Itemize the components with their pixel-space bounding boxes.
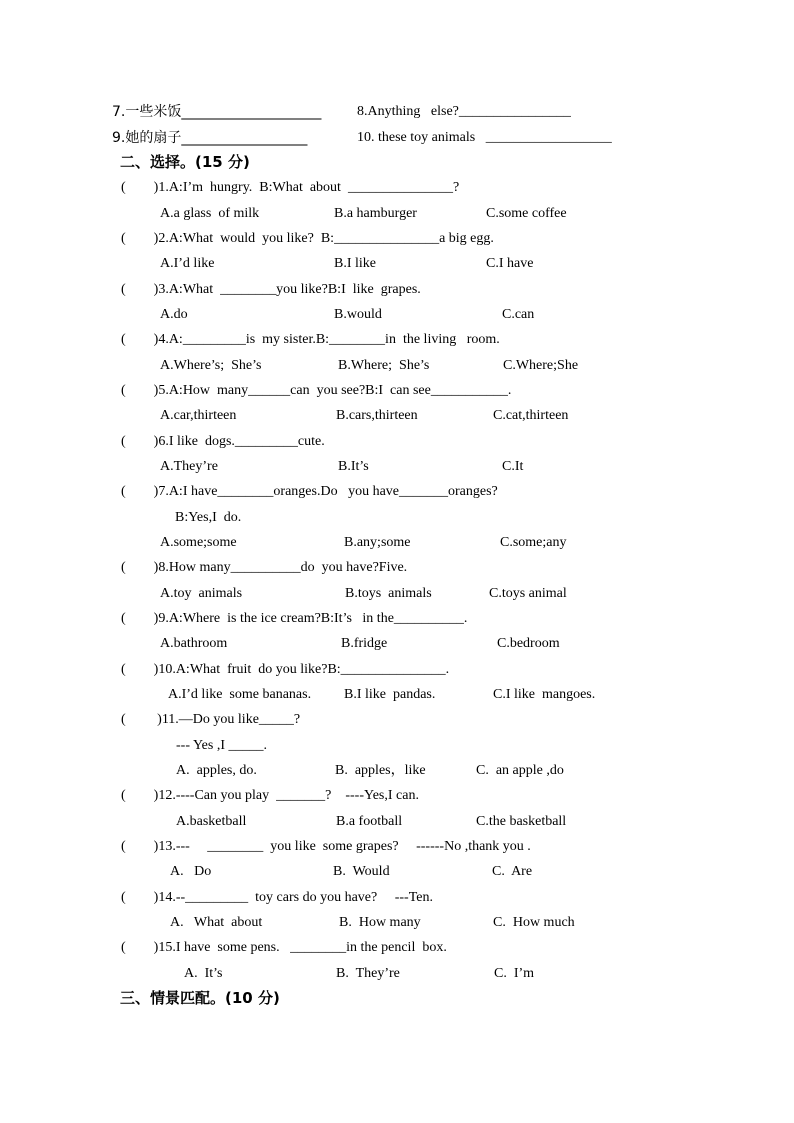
option-a: A.a glass of milk (160, 206, 260, 221)
option-c: C.Where;She (503, 358, 579, 373)
question-stem-14: ( )14.--_________ toy cars do you have? ---Ten. (121, 890, 433, 905)
question-stem-9: ( )9.A:Where is the ice cream?B:It’s in the__________. (121, 611, 468, 626)
option-c: C.some;any (500, 535, 567, 550)
option-b: B. Would (333, 864, 390, 879)
option-b: B.I like pandas. (344, 687, 436, 702)
option-a: A.car,thirteen (160, 408, 237, 423)
question-stem-13: ( )13.--- ________ you like some grapes? ------No ,thank you . (121, 839, 531, 854)
question-stem-6: ( )6.I like dogs._________cute. (121, 434, 325, 449)
question-stem-7: ( )7.A:I have________oranges.Do you have_______oranges? (121, 484, 498, 499)
option-c: C.the basketball (476, 814, 567, 829)
option-c: C.I have (486, 256, 534, 271)
option-a: A.They’re (160, 459, 218, 474)
option-c: C.some coffee (486, 206, 567, 221)
question-stem-2: ( )2.A:What would you like? B:_______________a big egg. (121, 231, 494, 246)
option-a: A.do (160, 307, 188, 322)
option-b: B.cars,thirteen (336, 408, 418, 423)
option-b: B. apples，like (335, 763, 426, 778)
option-b: B. How many (339, 915, 421, 930)
option-a: A. Do (170, 864, 212, 879)
option-a: A. apples, do. (176, 763, 257, 778)
option-a: A.toy animals (160, 586, 243, 601)
question-stem-12: ( )12.----Can you play _______? ----Yes,I can. (121, 788, 419, 803)
option-c: C. I’m (494, 966, 535, 981)
option-b: B.a hamburger (334, 206, 417, 221)
option-b: B.toys animals (345, 586, 432, 601)
option-c: C.I like mangoes. (493, 687, 596, 702)
option-b: B.any;some (344, 535, 411, 550)
option-a: A.Where’s; She’s (160, 358, 262, 373)
question-stem-3: ( )3.A:What ________you like?B:I like grapes. (121, 282, 421, 297)
option-c: C. Are (492, 864, 533, 879)
question-stem-5: ( )5.A:How many______can you see?B:I can see___________. (121, 383, 512, 398)
option-c: C.can (502, 307, 535, 322)
option-b: B.I like (334, 256, 376, 271)
question-stem-10: ( )10.A:What fruit do you like?B:_______________. (121, 662, 450, 677)
option-c: C.bedroom (497, 636, 560, 651)
option-a: A.basketball (176, 814, 247, 829)
section-title-choice: 二、选择。(15 分) (120, 153, 250, 171)
translation-item-9: 9.她的扇子__________________ (112, 130, 308, 146)
answer-line: --- Yes ,I _____. (176, 738, 267, 753)
option-a: A. What about (170, 915, 263, 930)
option-a: A.bathroom (160, 636, 228, 651)
option-a: A.I’d like (160, 256, 215, 271)
option-b: B. They’re (336, 966, 400, 981)
question-stem-11: ( )11.—Do you like_____? (121, 712, 301, 727)
option-a: A. It’s (184, 966, 223, 981)
translation-item-8: 8.Anything else?________________ (357, 104, 571, 119)
option-b: B.Where; She’s (338, 358, 430, 373)
option-c: C.It (502, 459, 524, 474)
option-c: C.toys animal (489, 586, 567, 601)
translation-item-10: 10. these toy animals __________________ (357, 130, 612, 145)
option-a: A.some;some (160, 535, 237, 550)
option-c: C. an apple ,do (476, 763, 564, 778)
question-stem-8: ( )8.How many__________do you have?Five. (121, 560, 408, 575)
option-b: B.would (334, 307, 382, 322)
option-c: C. How much (493, 915, 575, 930)
question-stem-1: ( )1.A:I’m hungry. B:What about _______________? (121, 180, 460, 195)
question-stem-4: ( )4.A:_________is my sister.B:________in the living room. (121, 332, 500, 347)
question-stem-15: ( )15.I have some pens. ________in the pencil box. (121, 940, 447, 955)
translation-item-7: 7.一些米饭____________________ (112, 104, 322, 120)
section-title-matching: 三、情景匹配。(10 分) (120, 989, 280, 1007)
option-b: B.fridge (341, 636, 388, 651)
option-c: C.cat,thirteen (493, 408, 569, 423)
answer-line: B:Yes,I do. (175, 510, 242, 525)
option-b: B.It’s (338, 459, 369, 474)
option-a: A.I’d like some bananas. (168, 687, 312, 702)
option-b: B.a football (336, 814, 403, 829)
